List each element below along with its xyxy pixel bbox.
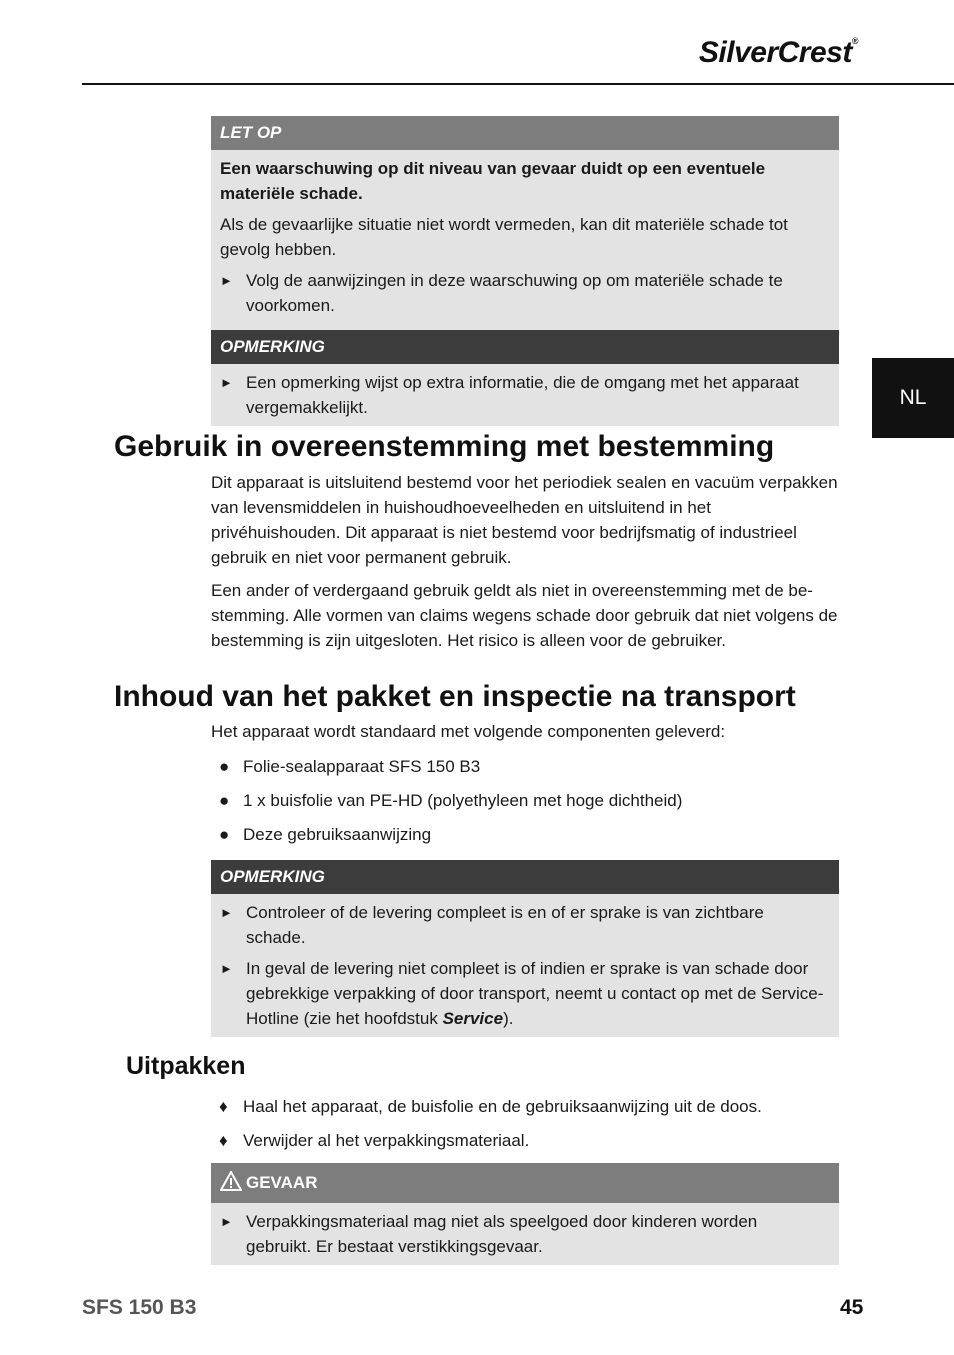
note-2-item: ► Controleer of de levering compleet is en of er sprake is van zichtbare schade. [220,900,827,950]
note-box-1 [211,330,839,426]
bullet-icon: ● [219,791,230,810]
gevaar-item: ► Verpakkingsmateriaal mag niet als speelgoed door kinderen worden gebruikt. Er bestaat verstikkingsgevaar. [220,1209,827,1259]
list-item: ● 1 x buisfolie van PE-HD (polyethyleen met hoge dichtheid) [211,788,841,813]
diamond-icon: ♦ [219,1097,228,1116]
let-op-title: LET OP [211,116,839,150]
let-op-bold-text: Een waarschuwing op dit niveau van gevaar duidt op een eventuele materiële schade. [220,159,766,203]
section-2-intro: Het apparaat wordt standaard met volgende componenten geleverd: [211,722,726,741]
section-1-paragraph-1: Dit apparaat is uitsluitend bestemd voor het periodiek sealen en vacuüm verpakken van levensmiddelen in huishoudhoeveelheden en uitsluitend in het privéhuishouden. Dit apparaat is niet bestemd voor bedrijfsmatig of industrieel gebruik en niet voor permanent gebruik. [211,473,838,567]
language-tab: NL [872,358,954,438]
note-box-2 [211,860,839,1037]
let-op-item: ► Volg de aanwijzingen in deze waarschuwing op om materiële schade te voorkomen. [220,268,827,318]
section-1-heading: Gebruik in overeenstemming met bestemming [114,430,775,463]
let-op-box [211,116,839,330]
let-op-text: Als de gevaarlijke situatie niet wordt vermeden, kan dit materiële schade tot gevolg hebben. [220,215,788,259]
arrow-icon: ► [220,1214,233,1229]
gevaar-box [211,1163,839,1265]
service-reference: Service [442,1009,504,1028]
footer-model: SFS 150 B3 [82,1296,197,1319]
note-2-item: ► In geval de levering niet compleet is of indien er sprake is van schade door gebrekkige verpakking of door transport, neemt u contact op met de Service-Hotline (zie het hoofdstuk Service). [220,956,827,1031]
page-number: 45 [840,1296,864,1319]
list-item: ● Folie-sealapparaat SFS 150 B3 [211,754,841,779]
arrow-icon: ► [220,375,233,390]
header-rule [82,83,954,85]
section-3-heading: Uitpakken [126,1052,246,1080]
arrow-icon: ► [220,961,233,976]
diamond-icon: ♦ [219,1131,228,1150]
note-2-title: OPMERKING [211,860,839,894]
arrow-icon: ► [220,905,233,920]
list-item: ♦ Verwijder al het verpakkingsmateriaal. [211,1128,841,1153]
bullet-icon: ● [219,825,230,844]
note-1-title: OPMERKING [211,330,839,364]
gevaar-header [211,1163,839,1203]
section-2-heading: Inhoud van het pakket en inspectie na transport [114,680,796,713]
list-item: ● Deze gebruiksaanwijzing [211,822,841,847]
list-item: ♦ Haal het apparaat, de buisfolie en de gebruiksaanwijzing uit de doos. [211,1094,841,1119]
arrow-icon: ► [220,273,233,288]
note-1-item: ► Een opmerking wijst op extra informatie, die de omgang met het apparaat vergemakkelijkt. [220,370,827,420]
brand-logo: SilverCrest® [698,36,858,69]
section-1-paragraph-2: Een ander of verdergaand gebruik geldt als niet in overeenstemming met de be-stemming. Alle vormen van claims wegens schade door gebruik dat niet volgens de bestemming is zijn uitgesloten. Het risico is alleen voor de gebruiker. [211,581,838,650]
warning-icon [220,1166,242,1206]
gevaar-title: GEVAAR [246,1173,318,1192]
bullet-icon: ● [219,757,230,776]
